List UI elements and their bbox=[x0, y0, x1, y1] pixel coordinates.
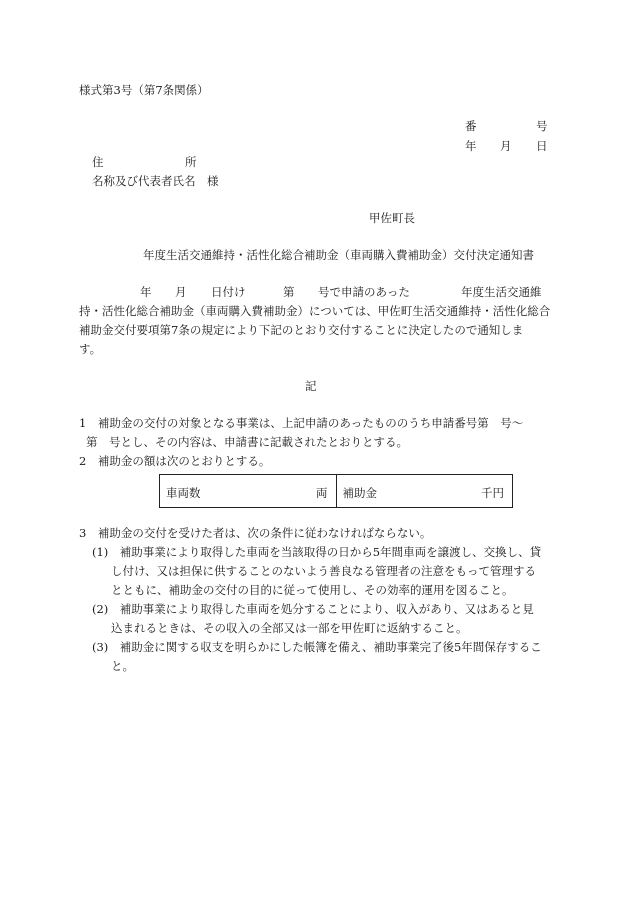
address-label-b: 所 bbox=[185, 155, 197, 169]
item-1-line-1: 1 補助金の交付の対象となる事業は、上記申請のあったもののうち申請番号第 号～ bbox=[79, 416, 524, 430]
item-2: 2 補助金の額は次のとおりとする。 bbox=[79, 454, 271, 468]
address-label-a: 住 bbox=[92, 155, 104, 169]
date-month: 月 bbox=[500, 139, 512, 153]
subsidy-amount-unit: 千円 bbox=[481, 486, 504, 500]
sender: 甲佐町長 bbox=[369, 211, 415, 225]
body-line-3: 補助金交付要項第7条の規定により下記のとおり交付することに決定したので通知しま bbox=[79, 323, 524, 337]
vehicle-count-label: 車両数 bbox=[166, 486, 201, 500]
ki-heading: 記 bbox=[305, 379, 317, 393]
date-year: 年 bbox=[465, 139, 477, 153]
vehicle-count-unit: 両 bbox=[316, 486, 328, 500]
body-hizuke: 日付け bbox=[211, 285, 246, 299]
item-3: 3 補助金の交付を受けた者は、次の条件に従わなければならない。 bbox=[79, 526, 432, 540]
body-nen: 年 bbox=[140, 285, 152, 299]
form-number: 様式第3号（第7条関係） bbox=[79, 83, 209, 97]
subsidy-amount-label: 補助金 bbox=[342, 486, 377, 500]
condition-1-line-3: とともに、補助金の交付の目的に従って使用し、その効率的運用を図ること。 bbox=[111, 583, 514, 597]
condition-3-line-2: と。 bbox=[111, 659, 134, 673]
body-end: 年度生活交通維 bbox=[461, 285, 542, 299]
subsidy-amount-cell bbox=[336, 475, 513, 508]
name-label: 名称及び代表者氏名 bbox=[92, 174, 196, 188]
number-label: 番 bbox=[465, 119, 477, 133]
item-1-line-2: 第 号とし、その内容は、申請書に記載されたとおりとする。 bbox=[86, 435, 408, 449]
document-title: 年度生活交通維持・活性化総合補助金（車両購入費補助金）交付決定通知書 bbox=[143, 248, 534, 262]
number-suffix: 号 bbox=[536, 119, 548, 133]
body-mid: 号で申請のあった bbox=[318, 285, 410, 299]
condition-3-line-1: (3) 補助金に関する収支を明らかにした帳簿を備え、補助事業完了後5年間保存するこ bbox=[92, 640, 542, 654]
subsidy-table bbox=[159, 474, 513, 508]
body-line-4: す。 bbox=[79, 342, 102, 356]
condition-2-line-2: 込まれるときは、その収入の全部又は一部を甲佐町に返納すること。 bbox=[111, 621, 468, 635]
condition-1-line-1: (1) 補助事業により取得した車両を当該取得の日から5年間車両を譲渡し、交換し、貸 bbox=[92, 545, 542, 559]
vehicle-count-cell bbox=[160, 475, 337, 508]
body-tsuki: 月 bbox=[175, 285, 187, 299]
condition-1-line-2: し付け、又は担保に供することのないよう善良なる管理者の注意をもって管理する bbox=[111, 564, 537, 578]
honorific: 様 bbox=[207, 174, 219, 188]
date-day: 日 bbox=[536, 139, 548, 153]
body-dai: 第 bbox=[283, 285, 295, 299]
body-line-2: 持・活性化総合補助金（車両購入費補助金）については、甲佐町生活交通維持・活性化総合 bbox=[79, 304, 551, 318]
condition-2-line-1: (2) 補助事業により取得した車両を処分することにより、収入があり、又はあると見 bbox=[92, 602, 534, 616]
